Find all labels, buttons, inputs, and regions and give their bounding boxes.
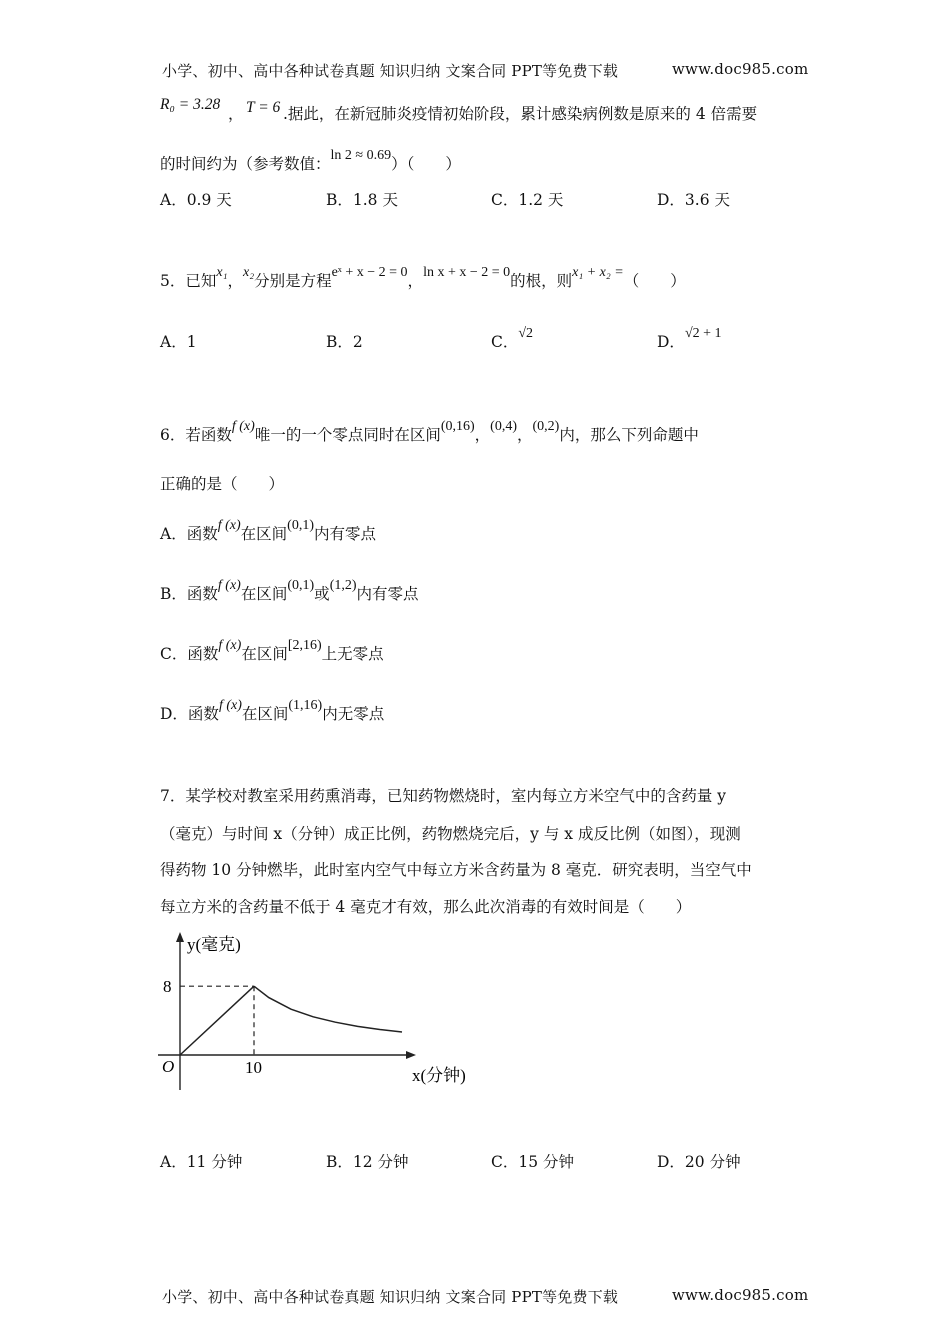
equation-2: ln x + x − 2 = 0 bbox=[423, 265, 511, 280]
q5-paren: （ ） bbox=[623, 272, 686, 290]
q4-text-1: .据此，在新冠肺炎疫情初始阶段，累计感染病例数是原来的 4 倍需要 bbox=[283, 105, 758, 123]
q6-option-c[interactable] bbox=[160, 638, 384, 664]
q7-option-b[interactable]: B．12 分钟 bbox=[326, 1153, 409, 1171]
q4-option-a[interactable]: A．0.9 天 bbox=[160, 191, 232, 209]
q6-option-d[interactable] bbox=[160, 698, 385, 724]
option-end: 内无零点 bbox=[322, 705, 385, 723]
q4-text-2: 的时间约为（参考数值： bbox=[160, 155, 331, 173]
sqrt2-expression: √2 bbox=[518, 326, 534, 341]
q7-stem-line-2: （毫克）与时间 x（分钟）成正比例，药物燃烧完后，y 与 x 成反比例（如图），现测 bbox=[160, 825, 741, 843]
interval: [2,16) bbox=[287, 638, 322, 653]
option-end: 内有零点 bbox=[313, 525, 376, 543]
q6-stem-line-2: 正确的是（ ） bbox=[160, 475, 285, 493]
q6-stem-line-1 bbox=[160, 419, 699, 448]
y-axis-label: y(毫克) bbox=[187, 935, 241, 954]
x-axis-label: x(分钟) bbox=[412, 1066, 466, 1085]
option-label: C． bbox=[491, 333, 519, 351]
q5-option-d[interactable] bbox=[657, 326, 722, 352]
x1-symbol: x₁ bbox=[216, 265, 228, 280]
q7-stem-line-3: 得药物 10 分钟燃毕，此时室内空气中每立方米含药量为 8 毫克．研究表明，当空气中 bbox=[160, 861, 752, 879]
option-or: 或 bbox=[314, 585, 330, 603]
interval-0-4: (0,4) bbox=[490, 419, 517, 434]
page-header bbox=[162, 60, 618, 81]
page-footer bbox=[162, 1286, 618, 1307]
sqrt2-plus-1-expression: √2 + 1 bbox=[684, 326, 722, 341]
interval: (1,16) bbox=[288, 698, 323, 713]
y-tick-label: 8 bbox=[163, 977, 172, 997]
header-text: 小学、初中、高中各种试卷真题 知识归纳 文案合同 PPT等免费下载 bbox=[162, 62, 619, 80]
fx-symbol: f (x) bbox=[218, 638, 242, 653]
header-site-link[interactable]: www.doc985.com bbox=[672, 60, 809, 78]
series-decay bbox=[254, 986, 402, 1032]
q4-t-formula bbox=[246, 96, 280, 119]
option-mid: 在区间 bbox=[241, 645, 288, 663]
comma: ， bbox=[474, 426, 491, 444]
fx-symbol: f (x) bbox=[217, 578, 241, 593]
q7-option-c[interactable]: C．15 分钟 bbox=[491, 1153, 575, 1171]
r0-formula: R₀ = 3.28 bbox=[160, 96, 221, 113]
q6-option-a[interactable] bbox=[160, 518, 376, 544]
option-label: D．函数 bbox=[160, 705, 219, 723]
q4-paren: ）（ ） bbox=[391, 155, 461, 173]
sum-expression: x₁ + x₂ = bbox=[572, 265, 624, 280]
q6-text-1: 6．若函数 bbox=[160, 426, 232, 444]
q5-stem bbox=[160, 265, 686, 294]
x-axis-arrow-icon bbox=[406, 1051, 416, 1059]
interval: (1,2) bbox=[329, 578, 357, 593]
footer-site-link[interactable]: www.doc985.com bbox=[672, 1286, 809, 1304]
equation-1: eˣ + x − 2 = 0 bbox=[331, 265, 408, 280]
comma: ， bbox=[228, 105, 244, 123]
origin-label: O bbox=[162, 1057, 175, 1076]
series-rising bbox=[180, 986, 254, 1055]
option-mid: 在区间 bbox=[240, 525, 288, 543]
q5-option-b[interactable]: B．2 bbox=[326, 333, 363, 351]
comma: ， bbox=[517, 426, 533, 444]
option-mid: 在区间 bbox=[240, 585, 288, 603]
option-end: 内有零点 bbox=[356, 585, 419, 603]
option-label: A．函数 bbox=[160, 525, 218, 543]
option-mid: 在区间 bbox=[241, 705, 289, 723]
x2-symbol: x₂ bbox=[242, 265, 255, 280]
q6-text-2: 唯一的一个零点同时在区间 bbox=[254, 426, 441, 444]
plot-layer bbox=[163, 977, 402, 1077]
dosage-time-graph bbox=[150, 928, 480, 1093]
q5-option-a[interactable]: A．1 bbox=[160, 333, 197, 351]
q4-option-c[interactable]: C．1.2 天 bbox=[491, 191, 564, 209]
q7-option-a[interactable]: A．11 分钟 bbox=[160, 1153, 243, 1171]
comma: ， bbox=[407, 272, 424, 290]
q7-stem-line-4: 每立方米的含药量不低于 4 毫克才有效，那么此次消毒的有效时间是（ ） bbox=[160, 898, 692, 916]
x-tick-label: 10 bbox=[245, 1058, 262, 1077]
option-label: C．函数 bbox=[160, 645, 219, 663]
q6-text-3: 内，那么下列命题中 bbox=[559, 426, 699, 444]
ln2-value: ln 2 ≈ 0.69 bbox=[330, 148, 392, 163]
footer-text: 小学、初中、高中各种试卷真题 知识归纳 文案合同 PPT等免费下载 bbox=[162, 1288, 619, 1306]
t-formula: T = 6 bbox=[246, 99, 281, 116]
q5-number: 5．已知 bbox=[160, 272, 217, 290]
q4-line-2 bbox=[160, 148, 461, 177]
fx-symbol: f (x) bbox=[231, 419, 255, 434]
q6-option-b[interactable] bbox=[160, 578, 419, 604]
option-label: D． bbox=[657, 333, 685, 351]
option-end: 上无零点 bbox=[321, 645, 384, 663]
interval-0-2: (0,2) bbox=[532, 419, 560, 434]
q4-line-1 bbox=[160, 93, 220, 116]
fx-symbol: f (x) bbox=[217, 518, 241, 533]
interval: (0,1) bbox=[287, 578, 315, 593]
q4-line-1b bbox=[228, 103, 244, 125]
interval-0-16: (0,16) bbox=[440, 419, 475, 434]
q5-text-2: 的根，则 bbox=[510, 272, 573, 290]
q5-option-c[interactable] bbox=[491, 326, 534, 352]
option-label: B．函数 bbox=[160, 585, 218, 603]
q4-option-b[interactable]: B．1.8 天 bbox=[326, 191, 398, 209]
comma: ， bbox=[227, 272, 243, 290]
q5-text-1: 分别是方程 bbox=[254, 272, 332, 290]
q7-stem-line-1: 7．某学校对教室采用药熏消毒，已知药物燃烧时，室内每立方米空气中的含药量 y bbox=[160, 787, 727, 805]
fx-symbol: f (x) bbox=[218, 698, 242, 713]
q4-option-d[interactable]: D．3.6 天 bbox=[657, 191, 731, 209]
interval: (0,1) bbox=[287, 518, 314, 533]
q7-option-d[interactable]: D．20 分钟 bbox=[657, 1153, 741, 1171]
y-axis-arrow-icon bbox=[176, 932, 184, 942]
